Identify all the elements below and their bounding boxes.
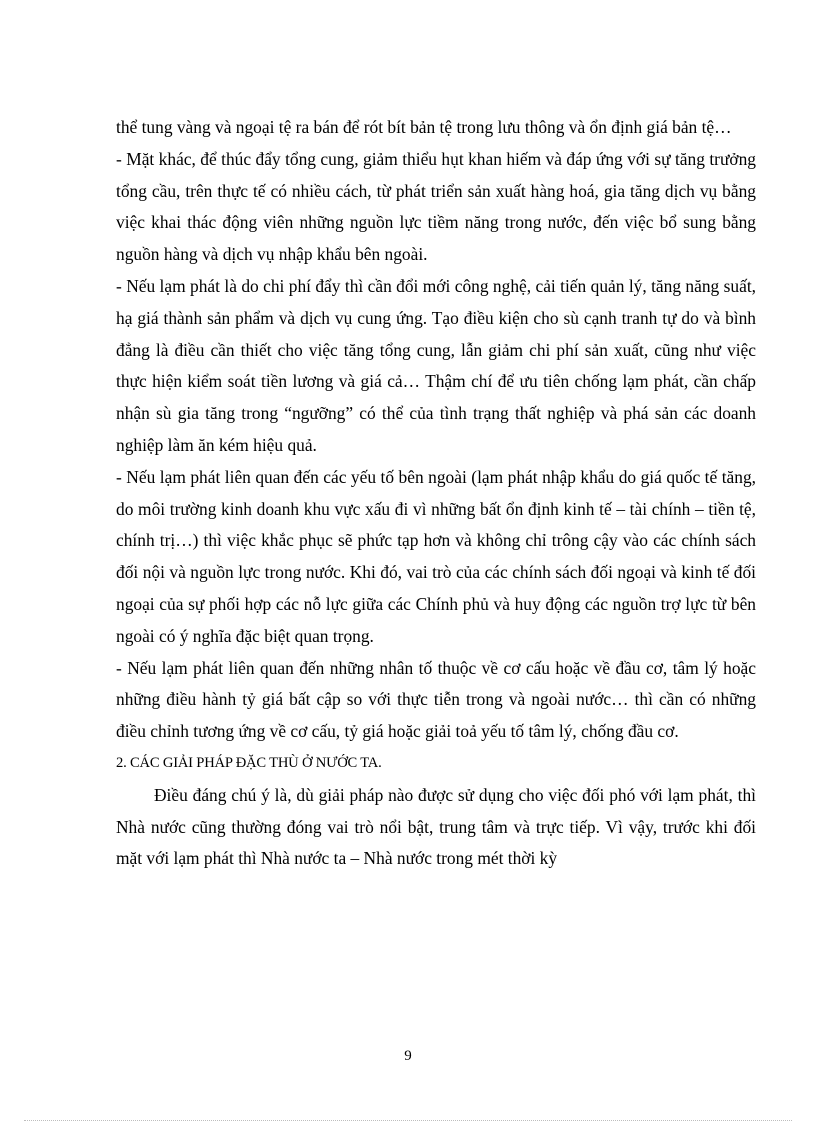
paragraph-external-factors: - Nếu lạm phát liên quan đến các yếu tố bên ngoài (lạm phát nhập khẩu do giá quốc tế tăng, do môi trường kinh doanh khu vực xấu đi vì những bất ổn định kinh tế – tài chính – tiền tệ, chính trị…) thì việc khắc phục sẽ phức tạp hơn và không chỉ trông cậy vào các chính sách đối nội và nguồn lực trong nước. Khi đó, vai trò của các chính sách đối ngoại và kinh tế đối ngoại của sự phối hợp các nỗ lực giữa các Chính phủ và huy động các nguồn trợ lực từ bên ngoài có ý nghĩa đặc biệt quan trọng. [116, 466, 756, 646]
page-body [116, 112, 756, 875]
paragraph-intro: thể tung vàng và ngoại tệ ra bán để rót bít bản tệ trong lưu thông và ổn định giá bản tệ… [116, 117, 732, 137]
paragraph-state-role: Điều đáng chú ý là, dù giải pháp nào được sử dụng cho việc đối phó với lạm phát, thì Nhà nước cũng thường đóng vai trò nổi bật, trung tâm và trực tiếp. Vì vậy, trước khi đối mặt với lạm phát thì Nhà nước ta – Nhà nước trong mét thời kỳ [116, 784, 756, 869]
paragraph-cost-push: - Nếu lạm phát là do chi phí đẩy thì cần đổi mới công nghệ, cải tiến quản lý, tăng năng suất, hạ giá thành sản phẩm và dịch vụ cung ứng. Tạo điều kiện cho sù cạnh tranh tự do và bình đẳng là điều cần thiết cho việc tăng tổng cung, lẫn giảm chi phí sản xuất, cũng như việc thực hiện kiểm soát tiền lương và giá cả… Thậm chí để ưu tiên chống lạm phát, cần chấp nhận sù gia tăng trong “ngưỡng” có thể của tình trạng thất nghiệp và phá sản các doanh nghiệp làm ăn kém hiệu quả. [116, 275, 756, 455]
page-number: 9 [404, 1048, 412, 1064]
section-heading: 2. CÁC GIẢI PHÁP ĐẶC THÙ Ở NƯỚC TA. [116, 754, 382, 771]
paragraph-supply: - Mặt khác, để thúc đẩy tổng cung, giảm thiểu hụt khan hiếm và đáp ứng với sự tăng trưởng tổng cầu, trên thực tế có nhiều cách, từ phát triển sản xuất hàng hoá, gia tăng dịch vụ bằng việc khai thác động viên những nguồn lực tiềm năng trong nước, đến việc bổ sung bằng nguồn hàng và dịch vụ nhập khẩu bên ngoài. [116, 148, 756, 265]
paragraph-structural-factors: - Nếu lạm phát liên quan đến những nhân tố thuộc về cơ cấu hoặc về đầu cơ, tâm lý hoặc những điều hành tỷ giá bất cập so với thực tiễn trong và ngoài nước… thì cần có những điều chỉnh tương ứng về cơ cấu, tỷ giá hoặc giải toả yếu tố tâm lý, chống đầu cơ. [116, 657, 756, 742]
page-bottom-divider [24, 1120, 792, 1121]
